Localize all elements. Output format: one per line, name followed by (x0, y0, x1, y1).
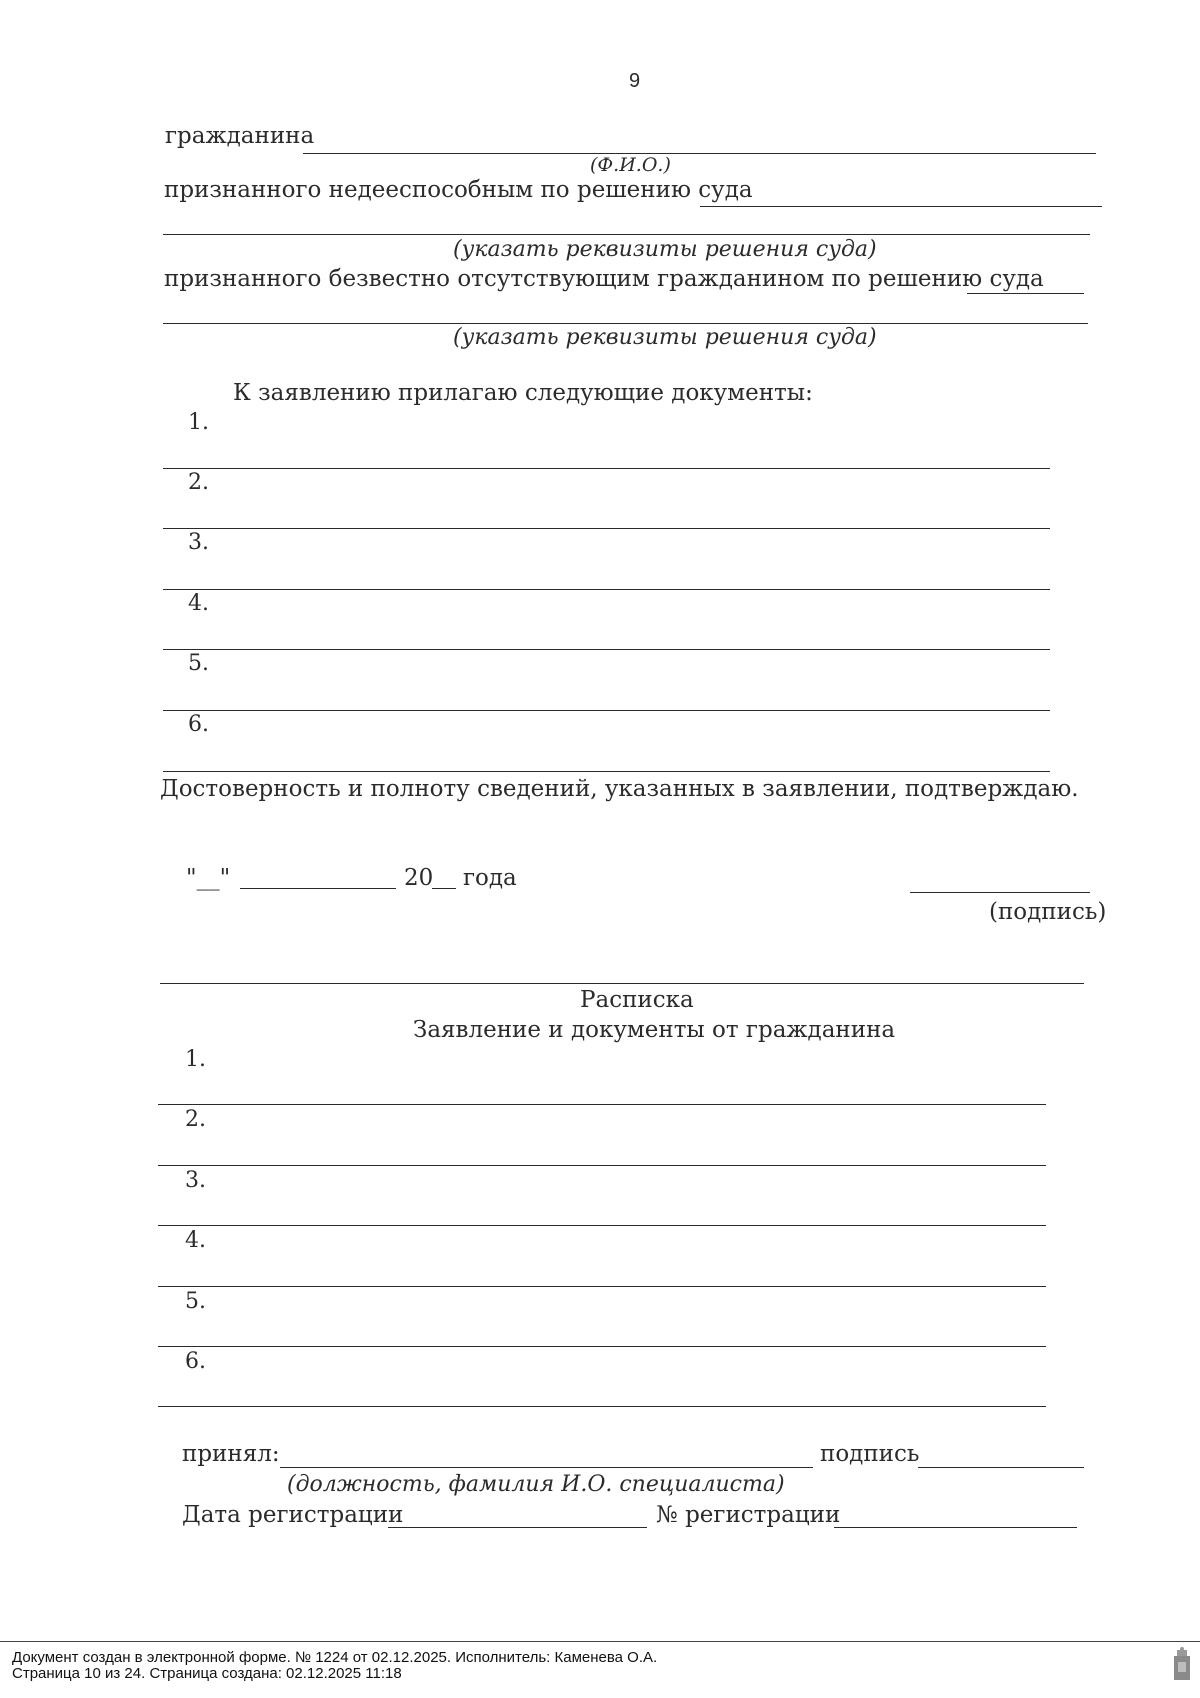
attachment-number: 5. (188, 651, 209, 676)
attachments-heading: К заявлению прилагаю следующие документы: (233, 380, 813, 406)
reg-number-line[interactable] (834, 1527, 1077, 1528)
receipt-item-number: 5. (185, 1289, 206, 1314)
receipt-title: Расписка (580, 987, 694, 1013)
signature-line[interactable] (910, 892, 1090, 893)
attachment-number: 6. (188, 712, 209, 737)
date-day-quote: "__" (186, 865, 231, 891)
court-details-line-1[interactable] (163, 234, 1090, 235)
reg-number-label: № регистрации (656, 1502, 841, 1528)
reg-date-line[interactable] (388, 1527, 647, 1528)
attachment-number: 3. (188, 530, 209, 555)
missing-label: признанного безвестно отсутствующим гражданином по решению суда (164, 266, 1044, 292)
attachment-line[interactable] (163, 771, 1050, 772)
receipt-item-line[interactable] (158, 1104, 1046, 1105)
receipt-item-number: 2. (185, 1107, 206, 1132)
signature-hint: (подпись) (989, 899, 1107, 925)
court-hint-2: (указать реквизиты решения суда) (453, 325, 877, 350)
receipt-item-number: 4. (185, 1228, 206, 1253)
date-month-line[interactable] (240, 888, 396, 889)
missing-line[interactable] (967, 293, 1084, 294)
receipt-signature-line[interactable] (918, 1467, 1084, 1468)
attachment-line[interactable] (163, 710, 1050, 711)
receipt-item-number: 1. (185, 1047, 206, 1072)
receipt-item-number: 3. (185, 1168, 206, 1193)
page-number: 9 (629, 70, 641, 92)
receipt-item-line[interactable] (158, 1406, 1046, 1407)
accepted-line[interactable] (280, 1467, 813, 1468)
fio-hint: (Ф.И.О.) (590, 154, 671, 176)
incapacitated-line[interactable] (700, 206, 1102, 207)
receipt-item-line[interactable] (158, 1346, 1046, 1347)
attachment-line[interactable] (163, 589, 1050, 590)
attachment-line[interactable] (163, 468, 1050, 469)
date-year-suffix: года (463, 865, 517, 891)
emblem-icon (1172, 1646, 1192, 1686)
date-year-line[interactable] (432, 888, 456, 889)
footer-rule (0, 1641, 1200, 1642)
receipt-subtitle: Заявление и документы от гражданина (413, 1017, 896, 1043)
footer-line-1: Документ создан в электронной форме. № 1224 от 02.12.2025. Исполнитель: Каменева О.А. (12, 1649, 658, 1666)
attachment-number: 1. (188, 410, 209, 435)
attachment-line[interactable] (163, 528, 1050, 529)
receipt-signature-label: подпись (820, 1441, 920, 1467)
court-hint-1: (указать реквизиты решения суда) (453, 237, 877, 262)
receipt-item-number: 6. (185, 1349, 206, 1374)
citizen-label: гражданина (165, 123, 315, 149)
accepted-label: принял: (182, 1441, 280, 1467)
attachment-line[interactable] (163, 649, 1050, 650)
attachment-number: 2. (188, 470, 209, 495)
footer-line-2: Страница 10 из 24. Страница создана: 02.12.2025 11:18 (12, 1665, 402, 1682)
incapacitated-label: признанного недееспособным по решению суда (164, 177, 753, 203)
fio-line[interactable] (303, 153, 1096, 154)
position-hint: (должность, фамилия И.О. специалиста) (287, 1472, 785, 1497)
reg-date-label: Дата регистрации (182, 1502, 404, 1528)
receipt-item-line[interactable] (158, 1286, 1046, 1287)
attachment-number: 4. (188, 591, 209, 616)
date-year-prefix: 20 (404, 865, 434, 891)
court-details-line-2[interactable] (163, 323, 1088, 324)
confirmation-text: Достоверность и полноту сведений, указанных в заявлении, подтверждаю. (160, 776, 1079, 802)
receipt-separator (160, 983, 1084, 984)
receipt-item-line[interactable] (158, 1165, 1046, 1166)
receipt-item-line[interactable] (158, 1225, 1046, 1226)
